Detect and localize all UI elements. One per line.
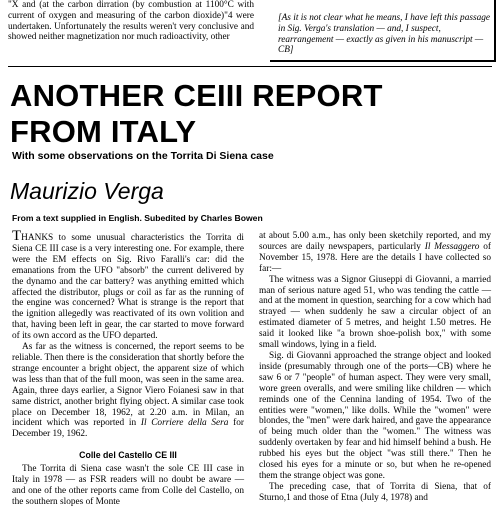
right-column [259, 231, 491, 504]
article-title-line-2: FROM ITALY [10, 114, 197, 149]
paragraph-text: As far as the witness is concerned, the report seems to be reliable. Then there is the consideration that shortly before the strange encounter a bright object, the apparent size of which was less than that of the full moon, was seen in the same area. Again, three days earlier, a Signor Viero Foianesi saw in that same district, another bright flying object. A similar case took place on December 18, 1962, at 2.20 a.m. in Milan, an incident which was reported in [12, 342, 244, 429]
paragraph: The witness was a Signor Giuseppi di Giovanni, a married man of serious nature aged 51, who was tending the cattle — and at the moment in question, searching for a cow which had strayed — when suddenly he saw a circular object of an estimated diameter of 5 metres, and height 1.50 metres. He said it looked like "a brown shoe-polish box," with some small windows, lying in a field. [259, 274, 491, 351]
paragraph: The Torrita di Siena case wasn't the sole CE III case in Italy in 1978 — as FSR readers will no doubt be aware — and one of the other reports came from Colle del Castello, on the southern slopes of Monte [12, 464, 244, 507]
article-byline: From a text supplied in English. Subedited by Charles Bowen [12, 213, 263, 223]
article-subtitle: With some observations on the Torrita Di Siena case [12, 150, 274, 162]
section-heading: Colle del Castello CE III [79, 450, 177, 461]
paragraph: Sig. di Giovanni approached the strange object and looked inside (presumably through one of the ports—CB) where he saw 6 or 7 "people" of human aspect. They were very small, wore green overalls, and were smiling like children — which reminds one of the Cennina landing of 1954. Two of the entities were "women," like dolls. While the "women" were blondes, the "men" were dark haired, and gave the appearance of being much older than the "women." The witness was suddenly overtaken by fear and hid himself behind a bush. He rubbed his eyes but the object "was still there." Then he closed his eyes for a minute or so, but when he re-opened them the strange object was gone. [259, 350, 491, 481]
section-divider [8, 66, 492, 67]
left-column [12, 228, 244, 508]
article-author: Maurizio Verga [10, 178, 164, 204]
paragraph-text: at about 5.00 a.m., has only been sketchily reported, and my sources are daily newspapers, particularly [259, 231, 491, 252]
paragraph: The preceding case, that of Torrita di Siena, that of Sturno,1 and those of Etna (July 4, 1978) and [259, 481, 491, 503]
drop-cap: T [12, 228, 22, 244]
article-title-line-1: ANOTHER CEIII REPORT [10, 78, 383, 113]
paragraph-text: HANKS to some unusual characteristics the Torrita di Siena CE III case is a very interesting one. For example, there were the EM effects on Sig. Rivo Faralli's car: did the emanations from the UFO "absorb" the current delivered by the dynamo and the car battery? was anything emitted which affected the distributor, plugs or coil as far as the running of the engine was concerned? What is strange is the report that the ignition allegedly was reactivated of its own volition and that, having been left in gear, the car started to move forward of its own accord as the UFO departed. [12, 233, 244, 342]
paragraph [259, 231, 491, 275]
paragraph-text-end: of November 15, 1978. Here are the details I have collected so far:— [259, 241, 491, 274]
paragraph-text-end: for December 19, 1962. [12, 418, 244, 440]
previous-article-text: "X and (at the carbon dirration (by combustion at 1100°C with current of oxygen and measuring of the carbon dioxide)"4 were undertaken. Unfortunately the results weren't very conclusive and showed neither magnetization nor much radioactivity, other [8, 0, 254, 43]
newspaper-title: Il Messaggero [424, 241, 480, 252]
editor-note: [As it is not clear what he means, I have left this passage in Sig. Verga's translation — and, I suspect, rearrangement — exactly as given in his manuscript — CB] [278, 13, 490, 56]
article-title [10, 78, 490, 150]
paragraph [12, 342, 244, 440]
previous-article-fragment [8, 0, 254, 43]
paragraph [12, 228, 244, 342]
newspaper-title: Il Corriere della Sera [140, 418, 229, 429]
